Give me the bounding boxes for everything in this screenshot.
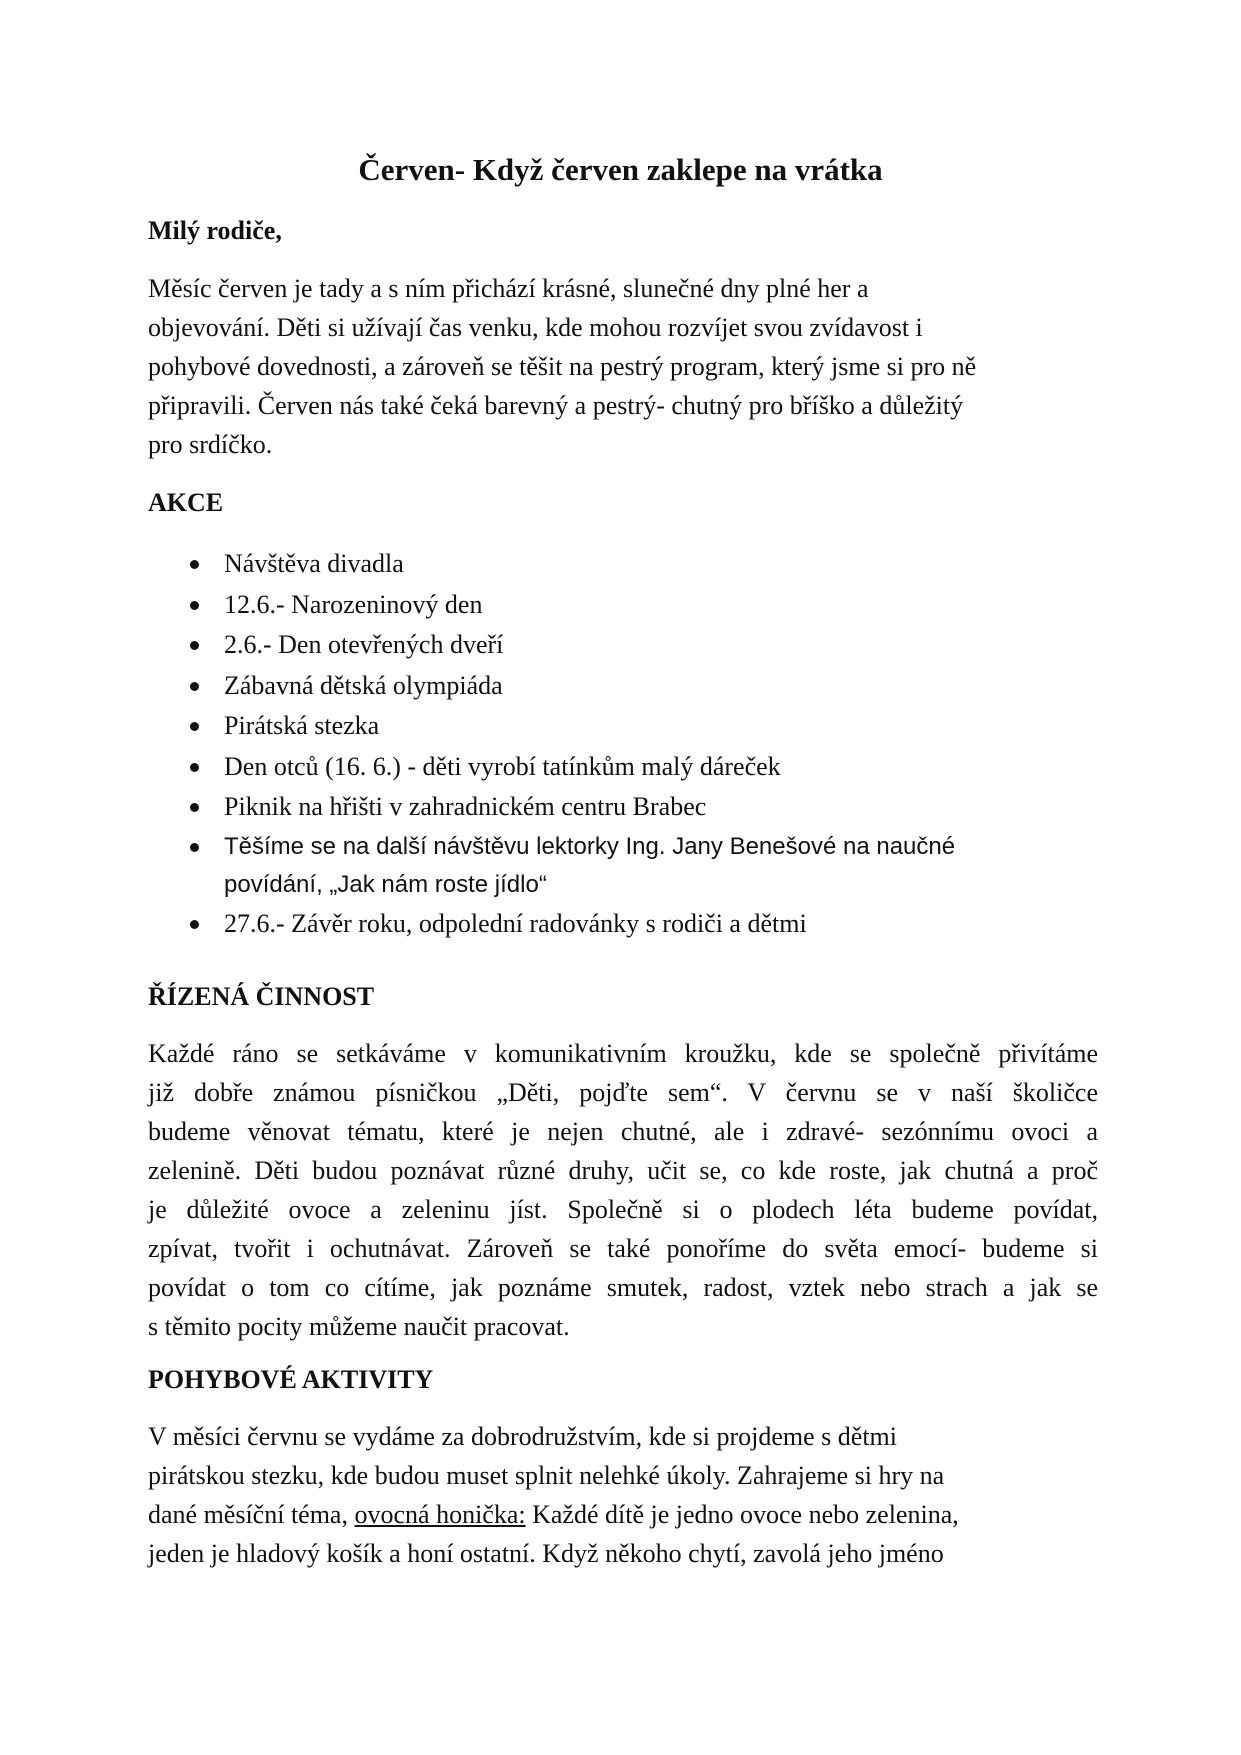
bullet-icon [190, 763, 199, 772]
list-item: 27.6.- Závěr roku, odpolední radovánky s rodiči a dětmi [148, 904, 1098, 945]
page-title: Červen- Když červen zaklepe na vrátka [358, 152, 883, 187]
intro-paragraph [148, 269, 1098, 464]
greeting-heading: Milý rodiče, [148, 216, 282, 245]
rizena-line: zelenině. Děti budou poznávat různé druhy, učit se, co kde roste, jak chutná a proč [148, 1156, 1098, 1185]
list-item: Pirátská stezka [148, 706, 1098, 747]
bullet-icon [190, 722, 199, 731]
list-item: Těšíme se na další návštěvu lektorky Ing. Jany Benešové na naučné povídání, „Jak nám roste jídlo“ [148, 828, 1098, 904]
bullet-icon [190, 641, 199, 650]
bullet-icon [190, 560, 199, 569]
pohybove-line: pirátskou stezku, kde budou muset splnit nelehké úkoly. Zahrajeme si hry na [148, 1461, 945, 1490]
akce-list [148, 544, 1098, 944]
rizena-line: Každé ráno se setkáváme v komunikativním kroužku, kde se společně přivítáme [148, 1039, 1098, 1068]
ovocna-honicka-underlined: ovocná honička: [354, 1500, 526, 1529]
list-item: Zábavná dětská olympiáda [148, 666, 1098, 707]
pohybove-paragraph [148, 1417, 1098, 1573]
rizena-line: budeme věnovat tématu, které je nejen chutné, ale i zdravé- sezónnímu ovoci a [148, 1117, 1098, 1146]
akce-heading: AKCE [148, 488, 224, 517]
rizena-line: zpívat, tvořit i ochutnávat. Zároveň se také ponoříme do světa emocí- budeme si [148, 1234, 1098, 1263]
pohybove-heading: POHYBOVÉ AKTIVITY [148, 1365, 434, 1394]
rizena-line: povídat o tom co cítíme, jak poznáme smutek, radost, vztek nebo strach a jak se [148, 1273, 1098, 1302]
rizena-line: s těmito pocity můžeme naučit pracovat. [148, 1312, 570, 1341]
rizena-line: již dobře známou písničkou „Děti, pojďte sem“. V červnu se v naší školičce [148, 1078, 1098, 1107]
intro-line: Měsíc červen je tady a s ním přichází krásné, slunečné dny plné her a [148, 274, 869, 303]
list-item: 2.6.- Den otevřených dveří [148, 625, 1098, 666]
list-item: 12.6.- Narozeninový den [148, 585, 1098, 626]
bullet-icon [190, 601, 199, 610]
bullet-icon [190, 843, 199, 852]
intro-line: pro srdíčko. [148, 430, 273, 459]
intro-line: připravili. Červen nás také čeká barevný a pestrý- chutný pro bříško a důležitý [148, 391, 964, 420]
bullet-icon [190, 803, 199, 812]
list-item: Návštěva divadla [148, 544, 1098, 585]
list-item: Den otců (16. 6.) - děti vyrobí tatínkům malý dáreček [148, 747, 1098, 788]
pohybove-line: V měsíci červnu se vydáme za dobrodružstvím, kde si projdeme s dětmi [148, 1422, 897, 1451]
pohybove-line: dané měsíční téma, ovocná honička: Každé dítě je jedno ovoce nebo zelenina, [148, 1500, 959, 1529]
rizena-line: je důležité ovoce a zeleninu jíst. Společně si o plodech léta budeme povídat, [148, 1195, 1098, 1224]
pohybove-line: jeden je hladový košík a honí ostatní. Když někoho chytí, zavolá jeho jméno [148, 1539, 944, 1568]
list-item: Piknik na hřišti v zahradnickém centru Brabec [148, 787, 1098, 828]
intro-line: pohybové dovednosti, a zároveň se těšit na pestrý program, který jsme si pro ně [148, 352, 977, 381]
bullet-icon [190, 682, 199, 691]
rizena-paragraph [148, 1034, 1098, 1346]
bullet-icon [190, 920, 199, 929]
intro-line: objevování. Děti si užívají čas venku, kde mohou rozvíjet svou zvídavost i [148, 313, 923, 342]
rizena-heading: ŘÍZENÁ ČINNOST [148, 982, 375, 1011]
